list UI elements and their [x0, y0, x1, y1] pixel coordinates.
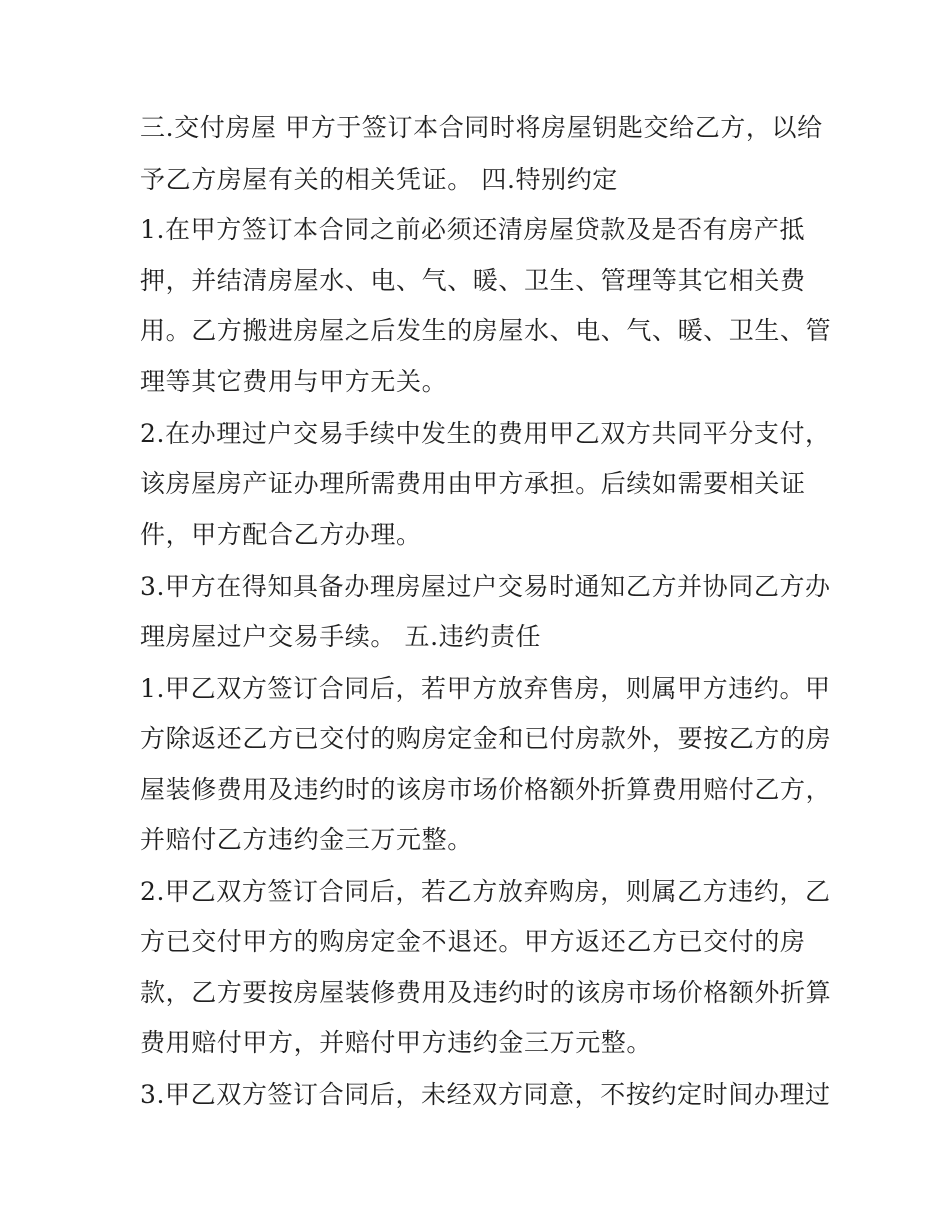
text-line: 该房屋房产证办理所需费用由甲方承担。后续如需要相关证	[140, 469, 806, 498]
text-line: 1.甲乙双方签订合同后，若甲方放弃售房，则属甲方违约。甲	[140, 674, 831, 703]
text-line: 1.在甲方签订本合同之前必须还清房屋贷款及是否有房产抵	[140, 215, 806, 244]
text-line: 予乙方房屋有关的相关凭证。 四.特别约定	[140, 165, 618, 194]
text-line: 2.在办理过户交易手续中发生的费用甲乙双方共同平分支付，	[140, 419, 831, 448]
text-line: 并赔付乙方违约金三万元整。	[140, 825, 473, 854]
text-line: 用。乙方搬进房屋之后发生的房屋水、电、气、暖、卫生、管	[140, 316, 832, 345]
text-line: 3.甲方在得知具备办理房屋过户交易时通知乙方并协同乙方办	[140, 572, 831, 601]
text-line: 理等其它费用与甲方无关。	[140, 367, 448, 396]
text-line: 理房屋过户交易手续。 五.违约责任	[140, 622, 542, 651]
text-line: 方已交付甲方的购房定金不退还。甲方返还乙方已交付的房	[140, 927, 806, 956]
text-line: 费用赔付甲方，并赔付甲方违约金三万元整。	[140, 1028, 653, 1057]
text-line: 件，甲方配合乙方办理。	[140, 520, 422, 549]
text-line: 屋装修费用及违约时的该房市场价格额外折算费用赔付乙方，	[140, 775, 832, 804]
text-line: 3.甲乙双方签订合同后，未经双方同意，不按约定时间办理过	[140, 1080, 831, 1109]
text-line: 2.甲乙双方签订合同后，若乙方放弃购房，则属乙方违约，乙	[140, 877, 831, 906]
text-line: 押，并结清房屋水、电、气、暖、卫生、管理等其它相关费	[140, 266, 806, 295]
text-line: 款，乙方要按房屋装修费用及违约时的该房市场价格额外折算	[140, 978, 832, 1007]
text-line: 三.交付房屋 甲方于签订本合同时将房屋钥匙交给乙方，以给	[140, 113, 823, 142]
text-line: 方除返还乙方已交付的购房定金和已付房款外，要按乙方的房	[140, 724, 832, 753]
